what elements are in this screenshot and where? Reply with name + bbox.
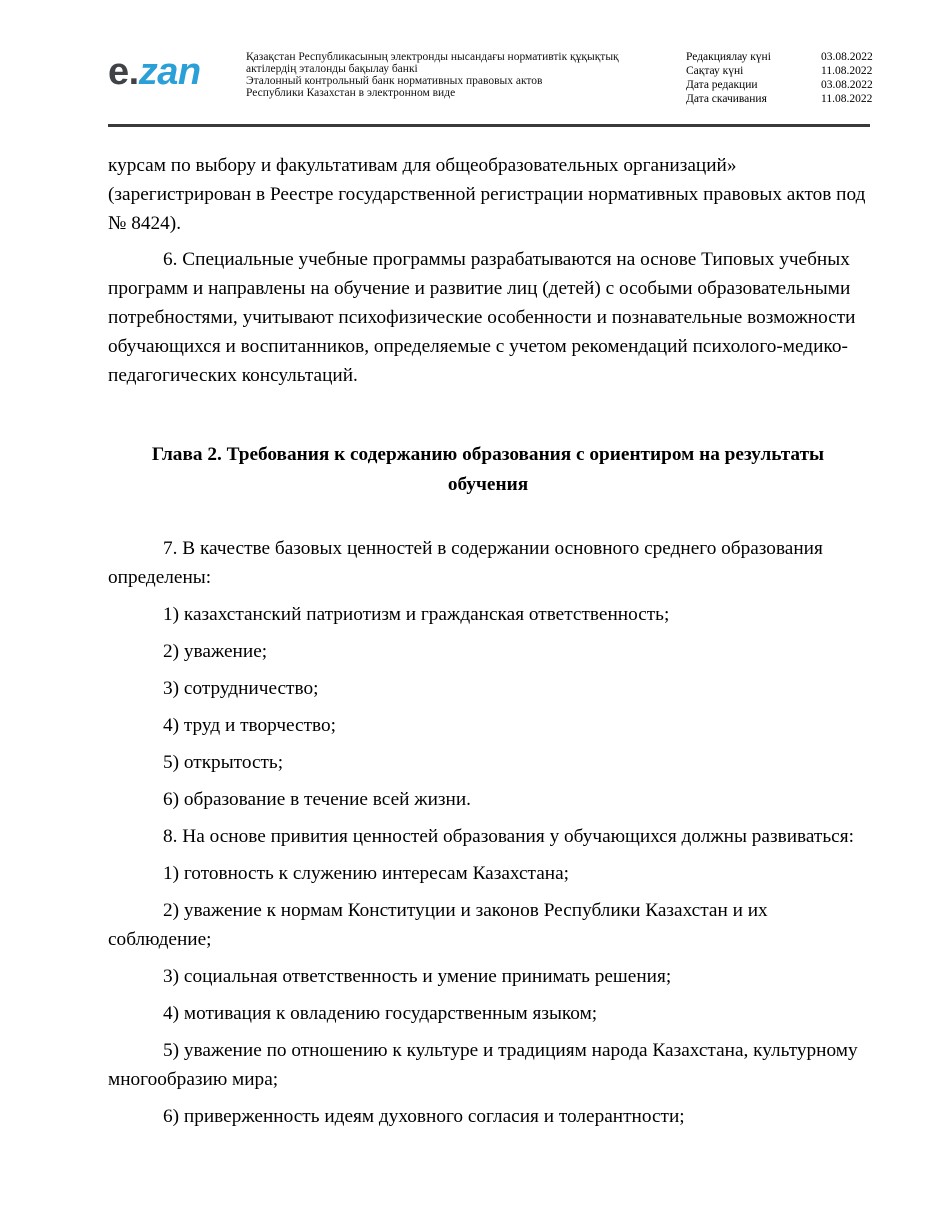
header-divider	[108, 124, 870, 127]
header-line: Республики Казахстан в электронном виде	[246, 87, 456, 99]
ezan-logo: e.zan	[108, 51, 201, 93]
list-item: 6) приверженность идеям духовного согласия и толерантности;	[163, 1106, 685, 1127]
paragraph-6: 6. Специальные учебные программы разрабатываются на основе Типовых учебных программ и направлены на обучение и развитие лиц (детей) с особыми образовательными потребностями, учитывают психофизические особенности и познавательные возможности обучающихся и воспитанников, определяемые с учетом рекомендаций психолого-медико-педагогических консультаций.	[108, 249, 856, 386]
date-row-save-kz: Сақтау күні 11.08.2022	[686, 65, 873, 77]
header-bank-title	[246, 51, 666, 99]
header-dates	[686, 50, 876, 106]
header-line: актілердің эталонды бақылау банкі	[246, 63, 418, 75]
list-item: 4) мотивация к овладению государственным языком;	[163, 1003, 598, 1024]
list-item: 2) уважение к нормам Конституции и законов Республики Казахстан и их соблюдение;	[108, 900, 768, 950]
paragraph-continuation: курсам по выбору и факультативам для общеобразовательных организаций» (зарегистрирован в Реестре государственной регистрации нормативных правовых актов под № 8424).	[108, 155, 866, 234]
date-row-edit-ru: Дата редакции 03.08.2022	[686, 79, 873, 91]
list-item: 5) открытость;	[163, 752, 284, 773]
paragraph-7: 7. В качестве базовых ценностей в содержании основного среднего образования определены:	[108, 538, 823, 588]
list-item: 3) сотрудничество;	[163, 678, 319, 699]
chapter-heading: Глава 2. Требования к содержанию образования с ориентиром на результаты обучения	[151, 444, 825, 495]
date-row-download-ru: Дата скачивания 11.08.2022	[686, 93, 873, 105]
list-item: 5) уважение по отношению к культуре и традициям народа Казахстана, культурному многообразию мира;	[108, 1040, 858, 1090]
list-item: 1) готовность к служению интересам Казахстана;	[163, 863, 569, 884]
date-row-edit-kz: Редакциялау күні 03.08.2022	[686, 51, 873, 63]
list-item: 3) социальная ответственность и умение принимать решения;	[163, 966, 672, 987]
list-item: 1) казахстанский патриотизм и гражданская ответственность;	[163, 604, 670, 625]
document-header	[108, 40, 873, 126]
paragraph-8: 8. На основе привития ценностей образования у обучающихся должны развиваться:	[163, 826, 854, 847]
list-item: 4) труд и творчество;	[163, 715, 337, 736]
document-body	[108, 151, 868, 1131]
list-item: 6) образование в течение всей жизни.	[163, 789, 471, 810]
header-line: Қазақстан Республикасының электронды нысандағы нормативтік құқықтық	[246, 51, 619, 63]
list-item: 2) уважение;	[163, 641, 268, 662]
header-line: Эталонный контрольный банк нормативных правовых актов	[246, 75, 543, 87]
